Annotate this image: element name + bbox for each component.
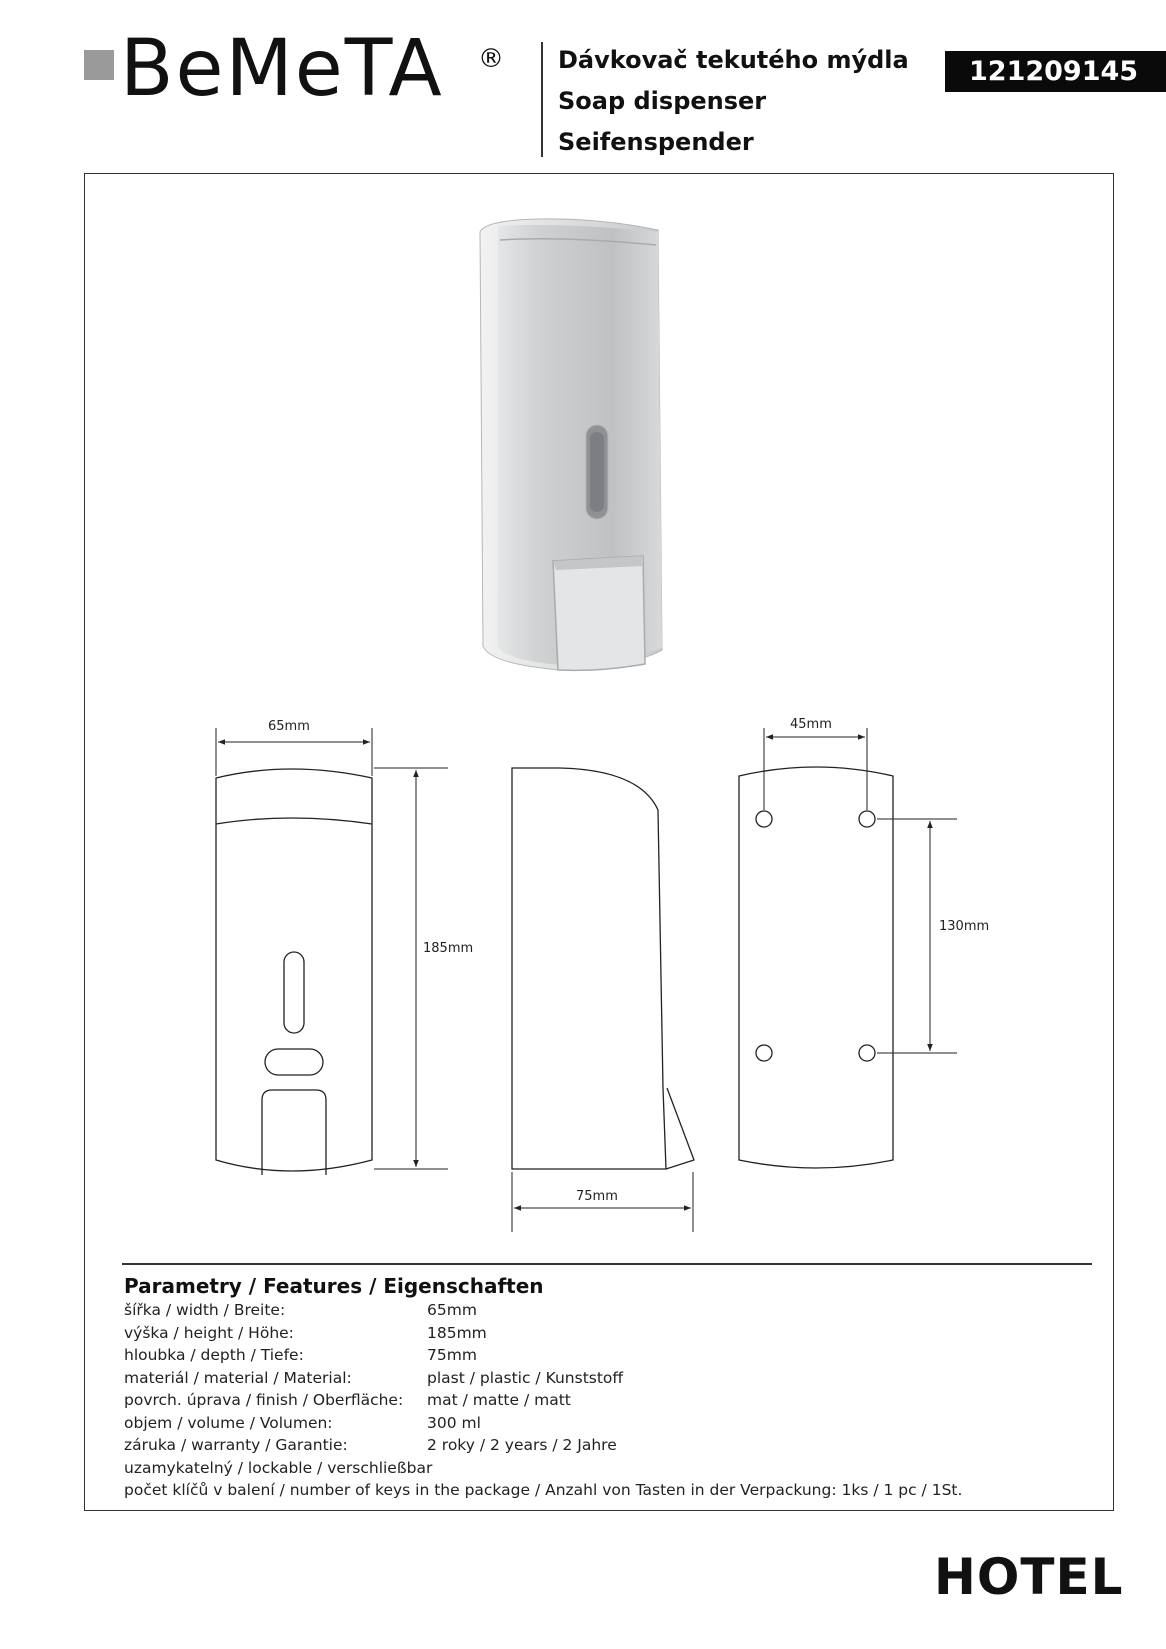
registered-mark: ® [478, 44, 504, 74]
side-view [512, 768, 694, 1169]
spec-label-finish: povrch. úprava / finish / Oberfläche: [124, 1391, 404, 1409]
features-divider [122, 1263, 1092, 1265]
spec-value-height: 185mm [427, 1324, 487, 1342]
spec-value-width: 65mm [427, 1301, 477, 1319]
height-dim-label: 185mm [423, 941, 474, 956]
front-view [216, 769, 372, 1175]
title-de: Seifenspender [558, 128, 754, 156]
spec-label-warranty: záruka / warranty / Garantie: [124, 1436, 348, 1454]
spec-label-height: výška / height / Höhe: [124, 1324, 294, 1342]
spec-label-keys: počet klíčů v balení / number of keys in the package / Anzahl von Tasten in der Verpackung: 1ks / 1 pc / 1St. [124, 1481, 963, 1499]
product-photo [480, 219, 662, 670]
spec-label-width: šířka / width / Breite: [124, 1301, 286, 1319]
hole-spacing-v-label: 130mm [939, 919, 990, 934]
spec-label-depth: hloubka / depth / Tiefe: [124, 1346, 304, 1364]
features-title: Parametry / Features / Eigenschaften [124, 1274, 544, 1298]
spec-label-volume: objem / volume / Volumen: [124, 1414, 333, 1432]
hole-spacing-h-label: 45mm [790, 717, 832, 732]
depth-dim-label: 75mm [576, 1189, 618, 1204]
spec-value-depth: 75mm [427, 1346, 477, 1364]
spec-value-material: plast / plastic / Kunststoff [427, 1369, 624, 1387]
brand-logo: BeMeTA [120, 24, 444, 114]
spec-value-volume: 300 ml [427, 1414, 481, 1432]
back-dimensions [764, 728, 957, 1053]
category-label: HOTEL [934, 1548, 1124, 1606]
spec-value-finish: mat / matte / matt [427, 1391, 571, 1409]
width-dim-label: 65mm [268, 719, 310, 734]
back-view [739, 767, 893, 1168]
front-dimensions [216, 728, 448, 1169]
spec-label-material: materiál / material / Material: [124, 1369, 352, 1387]
spec-value-warranty: 2 roky / 2 years / 2 Jahre [427, 1436, 617, 1454]
spec-label-lockable: uzamykatelný / lockable / verschließbar [124, 1459, 433, 1477]
title-cz: Dávkovač tekutého mýdla [558, 46, 909, 74]
product-code: 121209145 [945, 51, 1166, 92]
title-en: Soap dispenser [558, 87, 767, 115]
